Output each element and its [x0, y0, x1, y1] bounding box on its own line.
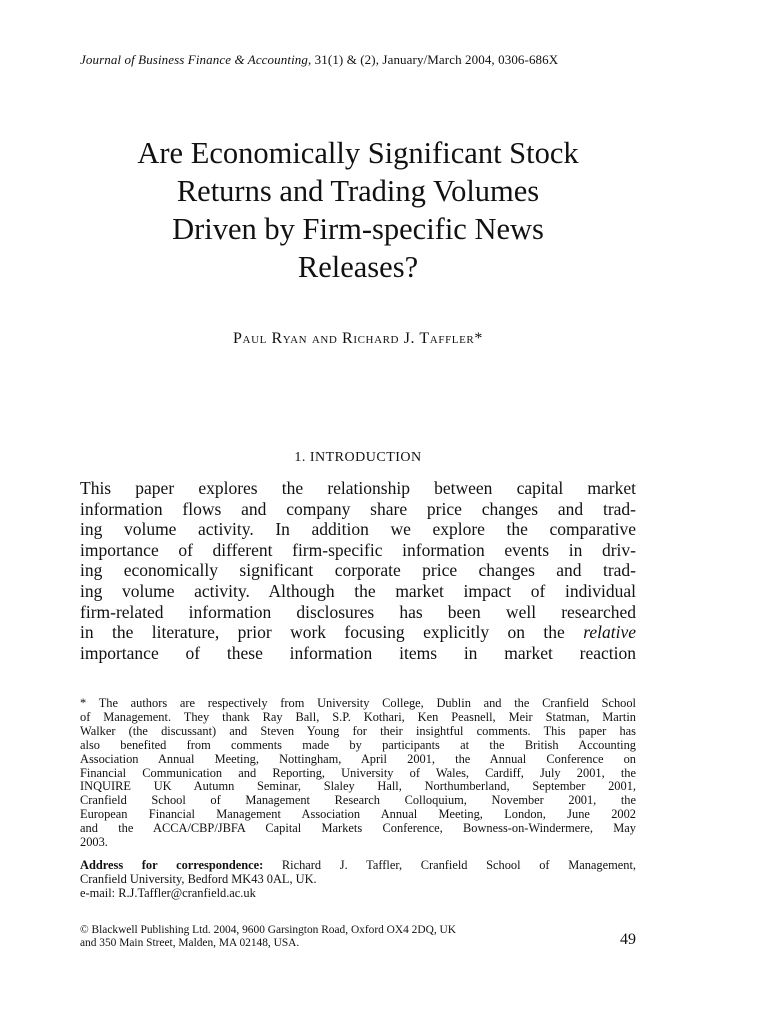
- body-line-text: in the literature, prior work focusing explicitly on the: [80, 622, 565, 643]
- body-line: ing volume activity. In addition we explore the comparative: [80, 519, 636, 540]
- author-list: Paul Ryan and Richard J. Taffler*: [233, 330, 483, 347]
- journal-citation: , 31(1) & (2), January/March 2004, 0306-686X: [307, 52, 559, 67]
- title-line: Driven by Firm-specific News: [172, 212, 544, 246]
- footnote-line: Association Annual Meeting, Nottingham, April 2001, the Annual Conference on: [80, 752, 636, 766]
- footnote-line: and the ACCA/CBP/JBFA Capital Markets Conference, Bowness-on-Windermere, May: [80, 822, 636, 836]
- introduction-paragraph: [80, 478, 636, 663]
- copyright-line: © Blackwell Publishing Ltd. 2004, 9600 Garsington Road, Oxford OX4 2DQ, UK: [80, 924, 456, 936]
- footnote-line: Cranfield School of Management Research Colloquium, November 2001, the: [80, 794, 636, 808]
- body-line: importance of these information items in market reaction: [80, 642, 636, 663]
- copyright-line: and 350 Main Street, Malden, MA 02148, USA.: [80, 937, 300, 950]
- italic-word: relative: [583, 622, 636, 643]
- correspondence-address: [80, 858, 636, 900]
- copyright-notice: [80, 924, 560, 951]
- footnote-line: European Financial Management Association Annual Meeting, London, June 2002: [80, 808, 636, 822]
- body-line: information flows and company share price changes and trad-: [80, 498, 636, 519]
- address-text: Richard J. Taffler, Cranfield School of Management,: [263, 858, 636, 872]
- footnote-line: Financial Communication and Reporting, University of Wales, Cardiff, July 2001, the: [80, 766, 636, 780]
- title-line: Returns and Trading Volumes: [176, 174, 540, 208]
- body-line-with-italic: [80, 622, 636, 643]
- footnote-line: INQUIRE UK Autumn Seminar, Slaley Hall, Northumberland, September 2001,: [80, 780, 636, 794]
- running-head: [80, 52, 636, 68]
- email-line: e-mail: R.J.Taffler@cranfield.ac.uk: [80, 886, 256, 900]
- author-footnote: [80, 697, 636, 850]
- body-line: importance of different firm-specific information events in driv-: [80, 539, 636, 560]
- body-line: This paper explores the relationship between capital market: [80, 478, 636, 498]
- address-line: Cranfield University, Bedford MK43 0AL, UK.: [80, 872, 317, 886]
- footnote-line: of Management. They thank Ray Ball, S.P. Kothari, Ken Peasnell, Meir Statman, Martin: [80, 710, 636, 724]
- title-line: Releases?: [297, 250, 419, 284]
- footnote-line: also benefited from comments made by participants at the British Accounting: [80, 738, 636, 752]
- body-line: firm-related information disclosures has been well researched: [80, 601, 636, 622]
- title-line: Are Economically Significant Stock: [137, 136, 579, 170]
- footnote-line: 2003.: [80, 836, 108, 850]
- footnote-line: * The authors are respectively from University College, Dublin and the Cranfield School: [80, 697, 636, 710]
- footnote-line: Walker (the discussant) and Steven Young for their insightful comments. This paper has: [80, 724, 636, 738]
- body-line: ing economically significant corporate price changes and trad-: [80, 560, 636, 581]
- page-number: 49: [620, 931, 636, 948]
- body-line: ing volume activity. Although the market impact of individual: [80, 580, 636, 601]
- article-title: [80, 134, 636, 286]
- journal-name: Journal of Business Finance & Accounting: [80, 52, 308, 67]
- address-label: Address for correspondence:: [80, 858, 264, 872]
- address-line: [80, 858, 636, 872]
- article-page: [80, 0, 636, 1024]
- section-heading: 1. INTRODUCTION: [294, 450, 422, 465]
